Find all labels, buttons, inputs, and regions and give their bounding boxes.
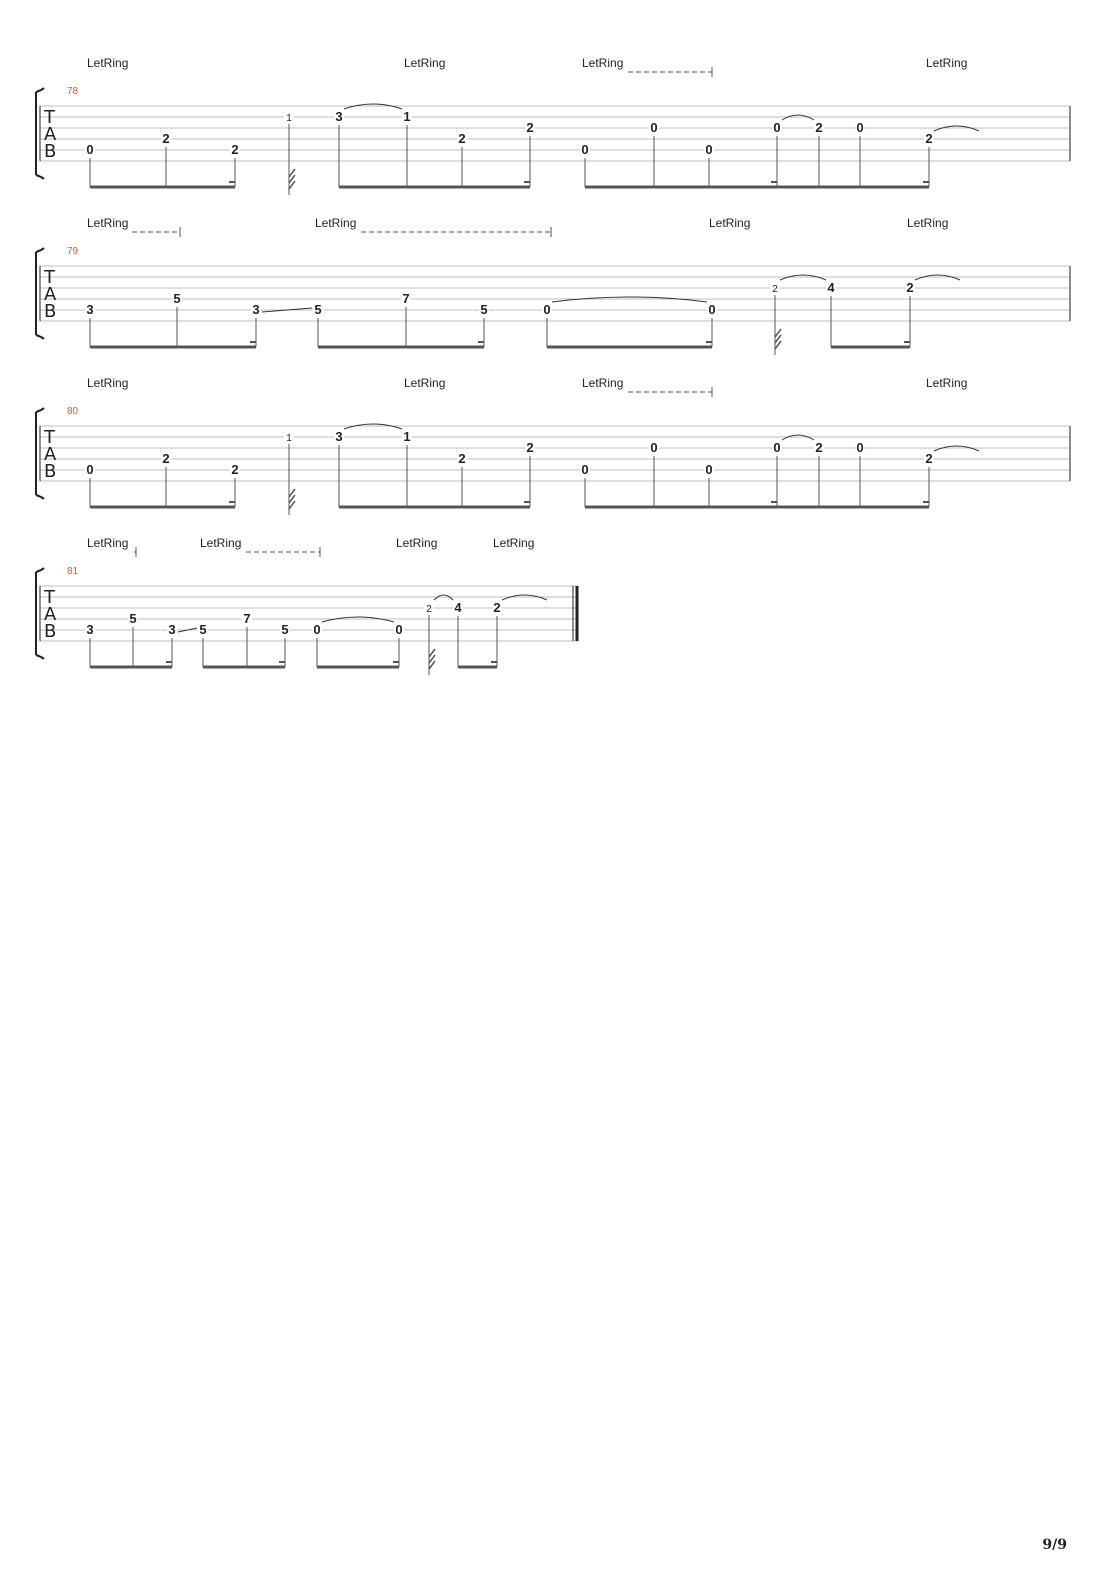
fret-number: 3 — [335, 429, 343, 444]
fret-number: 0 — [705, 462, 713, 477]
fret-number: 0 — [581, 462, 589, 477]
fret-number: 3 — [335, 109, 343, 124]
fret-number: 2 — [231, 142, 239, 157]
fret-number: 2 — [526, 120, 534, 135]
letring-label: LetRing — [87, 376, 129, 390]
tab-clef-letter: T — [44, 587, 55, 608]
fret-number: 4 — [827, 280, 835, 295]
fret-number: 0 — [856, 120, 864, 135]
tab-clef-letter: T — [44, 267, 55, 288]
fret-number: 2 — [458, 451, 466, 466]
fret-number: 0 — [708, 302, 716, 317]
fret-number: 2 — [925, 451, 933, 466]
measure-number: 78 — [67, 86, 79, 97]
fret-number: 0 — [650, 120, 658, 135]
tab-clef-letter: A — [44, 444, 57, 465]
measure-number: 80 — [67, 406, 79, 417]
page-number: 9/9 — [1042, 1537, 1067, 1553]
tab-clef-letter: A — [44, 604, 57, 625]
fret-number: 1 — [286, 433, 292, 444]
tab-clef-letter: A — [44, 284, 57, 305]
fret-number: 0 — [773, 440, 781, 455]
fret-number: 2 — [925, 131, 933, 146]
fret-number: 0 — [86, 142, 94, 157]
letring-label: LetRing — [404, 56, 446, 70]
fret-number: 0 — [650, 440, 658, 455]
letring-label: LetRing — [709, 216, 751, 230]
measure-number: 79 — [67, 246, 79, 257]
tab-clef-letter: T — [44, 107, 55, 128]
fret-number: 5 — [480, 302, 488, 317]
fret-number: 5 — [199, 622, 207, 637]
letring-label: LetRing — [315, 216, 357, 230]
fret-number: 2 — [231, 462, 239, 477]
fret-number: 0 — [705, 142, 713, 157]
fret-number: 1 — [286, 113, 292, 124]
fret-number: 2 — [815, 120, 823, 135]
letring-label: LetRing — [907, 216, 949, 230]
tab-clef-letter: B — [44, 461, 57, 482]
letring-label: LetRing — [87, 216, 129, 230]
fret-number: 2 — [162, 131, 170, 146]
fret-number: 1 — [403, 429, 411, 444]
tab-clef-letter: T — [44, 427, 55, 448]
letring-label: LetRing — [87, 536, 129, 550]
fret-number: 0 — [313, 622, 321, 637]
fret-number: 5 — [173, 291, 181, 306]
fret-number: 7 — [402, 291, 410, 306]
fret-number: 7 — [243, 611, 251, 626]
fret-number: 4 — [454, 600, 462, 615]
fret-number: 0 — [773, 120, 781, 135]
fret-number: 5 — [129, 611, 137, 626]
letring-label: LetRing — [926, 56, 968, 70]
fret-number: 1 — [403, 109, 411, 124]
fret-number: 2 — [906, 280, 914, 295]
letring-label: LetRing — [200, 536, 242, 550]
fret-number: 0 — [543, 302, 551, 317]
fret-number: 0 — [581, 142, 589, 157]
fret-number: 3 — [252, 302, 260, 317]
fret-number: 0 — [856, 440, 864, 455]
fret-number: 2 — [493, 600, 501, 615]
fret-number: 2 — [458, 131, 466, 146]
fret-number: 3 — [86, 302, 94, 317]
letring-label: LetRing — [404, 376, 446, 390]
fret-number: 2 — [426, 604, 432, 615]
fret-number: 0 — [86, 462, 94, 477]
tab-clef-letter: B — [44, 301, 57, 322]
fret-number: 5 — [314, 302, 322, 317]
fret-number: 2 — [772, 284, 778, 295]
fret-number: 0 — [395, 622, 403, 637]
letring-label: LetRing — [396, 536, 438, 550]
fret-number: 3 — [168, 622, 176, 637]
fret-number: 5 — [281, 622, 289, 637]
tab-clef-letter: A — [44, 124, 57, 145]
letring-label: LetRing — [582, 56, 624, 70]
fret-number: 2 — [815, 440, 823, 455]
fret-number: 2 — [162, 451, 170, 466]
letring-label: LetRing — [87, 56, 129, 70]
measure-number: 81 — [67, 566, 79, 577]
fret-number: 2 — [526, 440, 534, 455]
tab-clef-letter: B — [44, 141, 57, 162]
fret-number: 3 — [86, 622, 94, 637]
letring-label: LetRing — [582, 376, 624, 390]
letring-label: LetRing — [926, 376, 968, 390]
tab-clef-letter: B — [44, 621, 57, 642]
letring-label: LetRing — [493, 536, 535, 550]
